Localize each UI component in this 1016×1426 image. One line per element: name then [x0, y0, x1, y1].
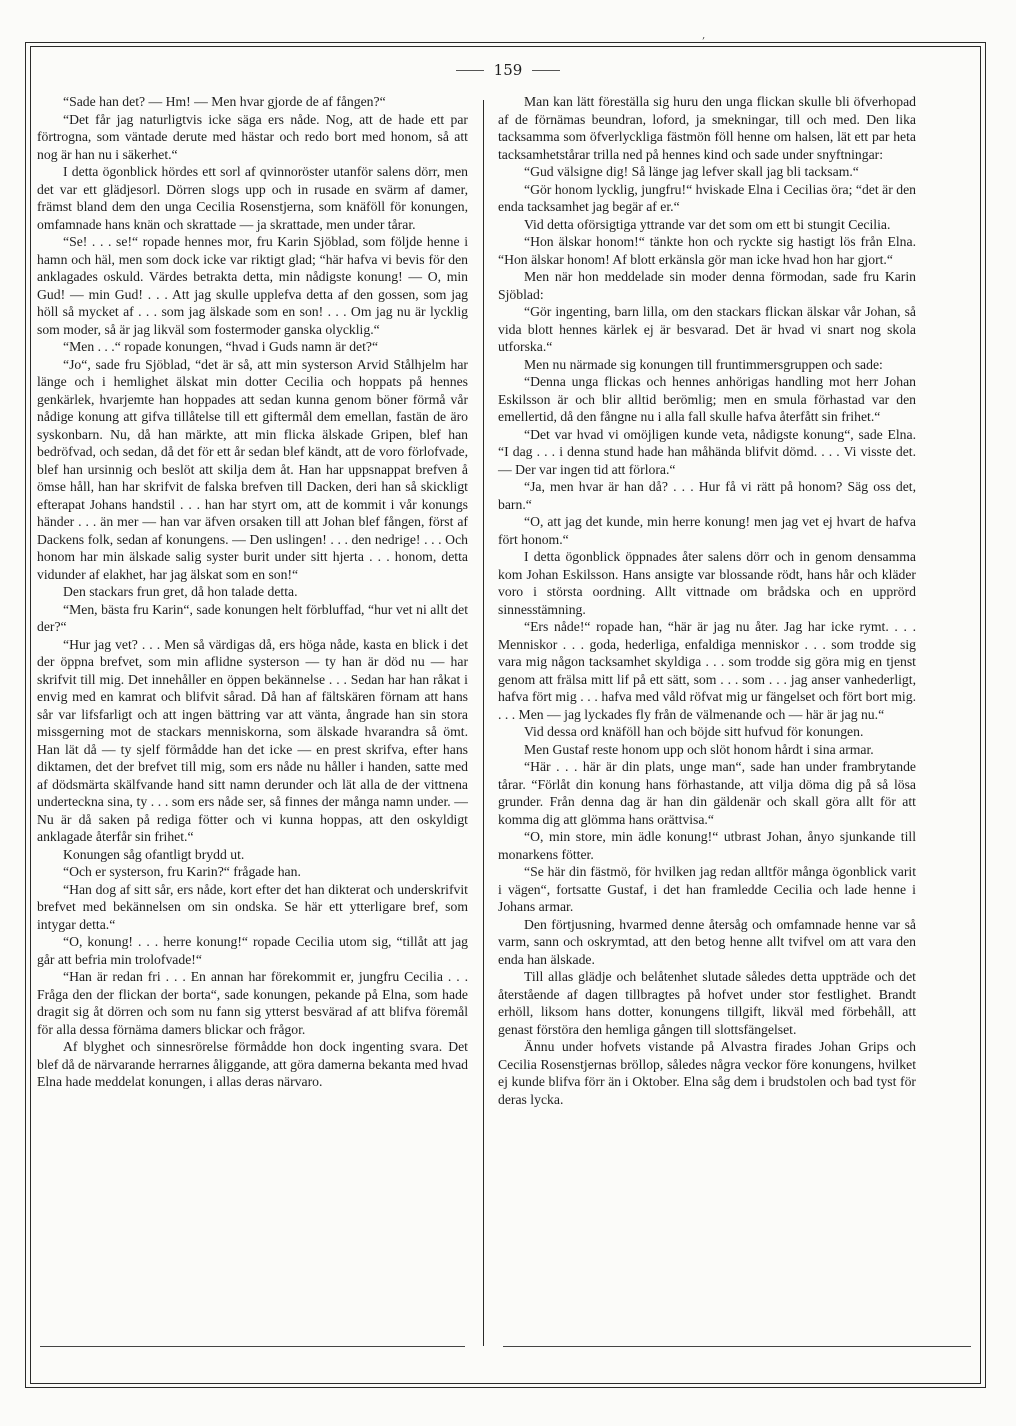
paragraph: “Han är redan fri . . . En annan har förekommit er, jungfru Cecilia . . . Fråga den der flickan der borta“, sade konungen, pekande på Elna, som hade dragit sig åt dörren och som nu fann sig ytterst besvärad af att blifva föremål för alla dessa förnäma damers blickar och frågor.: [37, 969, 468, 1037]
paragraph: “O, att jag det kunde, min herre konung! men jag vet ej hvart de hafva fört honom.“: [498, 514, 916, 547]
paragraph: “Ers nåde!“ ropade han, “här är jag nu åter. Jag har icke rymt. . . . Menniskor . . . goda, hederliga, enfaldiga menniskor . . . som trodde sig vara mig någon tacksamhet skyldiga . . . som trodde sig göra mig en tjenst genom att frälsa mitt lif på ett sätt, som . . . som . . . jag anser vanhederligt, hafva fört mig . . . hafva med våld röfvat mig ur fängelset och fört bort mig. . . . Men — jag lyckades fly från de välmenande och — här är jag nu.“: [498, 619, 916, 722]
paragraph: Till allas glädje och belåtenhet slutade således detta uppträde och det återstående af dagen tillbragtes på hofvet under stor festlighet. Brandt erhöll, liksom hans dotter, konungens tillgift, likväl med förbehåll, att genast förstöra den hemliga gången till slottsfängelset.: [498, 969, 916, 1037]
paragraph: “Det var hvad vi omöjligen kunde veta, nådigste konung“, sade Elna. “I dag . . . i denna stund hade han måhända blifvit dömd. . . . Vi visste det. — Der var ingen tid att förlora.“: [498, 426, 916, 477]
paragraph: “Han dog af sitt sår, ers nåde, kort efter det han dikterat och underskrifvit brefvet med bekännelsen om sin ondska. Se här ett ytterligare bref, som intygar detta.“: [37, 881, 468, 932]
paragraph: “O, konung! . . . herre konung!“ ropade Cecilia utom sig, “tillåt att jag går att befria min trolofvade!“: [37, 934, 468, 967]
paragraph: “Men, bästa fru Karin“, sade konungen helt förbluffad, “hur vet ni allt det der?“: [37, 601, 468, 634]
header-dash-right: [532, 70, 560, 71]
paragraph: “Ja, men hvar är han då? . . . Hur få vi rätt på honom? Säg oss det, barn.“: [498, 479, 916, 512]
paragraph: Men nu närmade sig konungen till fruntimmersgruppen och sade:: [524, 356, 883, 372]
paragraph: “Se här din fästmö, för hvilken jag redan alltför många ögonblick varit i vägen“, fortsatte Gustaf, i det han framledde Cecilia och lade henne i Johans armar.: [498, 864, 916, 914]
right-column: [498, 93, 916, 1108]
paragraph: “Gud välsigne dig! Så länge jag lefver skall jag bli tacksam.“: [524, 164, 859, 179]
paragraph: Vid detta oförsigtiga yttrande var det som om ett bi stungit Cecilia.: [524, 216, 891, 232]
page-number: 159: [493, 61, 523, 79]
paragraph: “Jo“, sade fru Sjöblad, “det är så, att min systerson Arvid Stålhjelm har länge och i hemlighet älskat min dotter Cecilia och hoppats på hennes genkärlek, hvarjemte han hoppades att sedan kunna genom böner förmå vår nådige konung att gifva tillåtelse till ett giftermål dem emellan, fastän de äro syskonbarn. Nu, då han märkte, att min flicka älskade Gripen, blef han bedröfvad, och sedan, då det för ett år sedan blef kändt, att de voro förlofvade, blef han ursinnig och beslöt att skilja dem åt. Han har uppsnappat brefven å ömse håll, han har skrifvit de falska brefven till Dacken, deri han så skickligt efterapat Johans handstil . . . han har styrt om, att de kommit i vår konungs händer . . . än mer — han var äfven orsaken till att Johan blef fången, först af Dackens folk, sedan af konungens. — Den uslingen! . . . den nedrige! . . . Och honom har min älskade salig syster burit under sitt hjerta . . . honom, detta vidunder af elakhet, har jag älskat som en son!“: [37, 356, 468, 582]
paragraph: “Gör honom lycklig, jungfru!“ hviskade Elna i Cecilias öra; “det är den enda tacksamhet jag begär af er.“: [498, 181, 916, 214]
paragraph: “Hon älskar honom!“ tänkte hon och ryckte sig hastigt lös från Elna. “Hon älskar honom! Af blott erkänsla gör man icke hvad hon har gjort.“: [498, 234, 916, 267]
paragraph: “Gör ingenting, barn lilla, om den stackars flickan älskar vår Johan, så vida blott hennes kärlek ej är besvarad. Det är hvad vi snart nog skola utforska.“: [498, 304, 916, 354]
paragraph: Man kan lätt föreställa sig huru den unga flickan skulle bli öfverhopad af de förnämas beundran, loford, ja smekningar, till och med. Den lika tacksamma som öfverlyckliga fästmön föll henne om halsen, lät ett par heta tacksamhetstårar trilla ned på hennes kind och sade under snyftningar:: [498, 94, 916, 162]
header-dash-left: [456, 70, 484, 71]
paragraph: Den stackars frun gret, då hon talade detta.: [63, 584, 298, 599]
paragraph: I detta ögonblick öppnades åter salens dörr och in genom densamma kom Johan Eskilsson. Hans ansigte var blossande rödt, hans hår och kläder voro i största oordning. Allt vittnade om brådska och en upprörd sinnesstämning.: [498, 549, 916, 617]
paragraph: Ännu under hofvets vistande på Alvastra firades Johan Grips och Cecilia Rosenstjernas bröllop, således några veckor före konungens, hvilket ej kunde blifva förr än i Oktober. Elna såg dem i brudstolen och bad tyst för deras lycka.: [498, 1039, 916, 1107]
paragraph: Men Gustaf reste honom upp och slöt honom hårdt i sina armar.: [524, 741, 874, 757]
paragraph: “Det får jag naturligtvis icke säga ers nåde. Nog, att de hade ett par förtrogna, som väntade derute med hästar och redo bort med honom, så att nog är han nu i säkerhet.“: [37, 111, 468, 162]
paragraph: Af blyghet och sinnesrörelse förmådde hon dock ingenting svara. Det blef då de närvarande herrarnes åliggande, att göra damerna bekanta med hvad Elna hade meddelat konungen, i allas deras närvaro.: [37, 1039, 468, 1089]
column-divider: [483, 100, 484, 1346]
paragraph: “O, min store, min ädle konung!“ utbrast Johan, ånyo sjunkande till monarkens fötter.: [498, 829, 916, 862]
paragraph: “Hur jag vet? . . . Men så värdigas då, ers höga nåde, kasta en blick i det der öppna brefvet, som min aflidne systerson — ty han är död nu — har skrifvit till mig. Det innehåller en öppen bekännelse . . . Sedan har han råkat i envig med en kamrat och blifvit sårad. Då han af fältskären förnam att hans sår var lifsfarligt och att ingen bättring var att vänta, ångrade han sin stora missgerning mot de stackars menniskorna, som älskade hvarandra så ömt. Han lät då — ty sjelf förmådde han det icke — en prest skrifva, efter hans diktamen, det der brefvet till mig, som ers nåde nu håller i handen, satte med af dödsmärta skälfvande hand sitt namn derunder och lät alla de der vittnena underteckna sina, ty . . . som ers nåde ser, så finnes der många namn under. — Nu är då saken på rediga fötter och vi kunna hoppas, att den oskyldigt anklagade återfår sin frihet.“: [37, 636, 468, 844]
paragraph: “Sade han det? — Hm! — Men hvar gjorde de af fången?“: [63, 94, 386, 109]
footer-rule-right: [503, 1346, 971, 1347]
left-column: [37, 93, 468, 1091]
paragraph: “Men . . .“ ropade konungen, “hvad i Guds namn är det?“: [63, 339, 379, 354]
paragraph: “Här . . . här är din plats, unge man“, sade han under frambrytande tårar. “Förlåt din konung hans förhastande, att vilja döma dig på så lösa grunder. Från denna dag är han din gäldenär och skall göra allt för att komma dig att glömma hans orättvisa.“: [498, 759, 916, 827]
page-header: [0, 60, 1016, 79]
paragraph: Den förtjusning, hvarmed denne återsåg och omfamnade henne var så varm, sann och oskrymtad, att den betog henne allt tvifvel om att vara den enda han älskade.: [498, 916, 916, 967]
corner-mark: ‚: [702, 30, 706, 41]
paragraph: “Se! . . . se!“ ropade hennes mor, fru Karin Sjöblad, som följde henne i hamn och häl, men som dock icke var riktigt glad; “här hafva vi bevis för den anklagades oskuld. Värdes betrakta detta, min nådigste konung! — O, min Gud! — min Gud! . . . Att jag skulle upplefva detta af den gossen, som jag höll så mycket af . . . som jag älskade som en son! . . . Om jag nu är lycklig som moder, så är jag likväl som fostermoder ganska olycklig.“: [37, 234, 468, 337]
paragraph: “Denna unga flickas och hennes anhörigas handling mot herr Johan Eskilsson är och blir alltid berömlig; men en smula förhastad var den emellertid, då den fångne nu i alla fall skulle hafva återfått sin frihet.“: [498, 374, 916, 424]
footer-rule-left: [40, 1346, 465, 1347]
paragraph: I detta ögonblick hördes ett sorl af qvinnoröster utanför salens dörr, men det var ett glädjesorl. Dörren slogs upp och in rusade en svärm af damer, främst bland dem den unga Cecilia Rosenstjerna, som knäföll för konungen, omfamnade hans knän och skrattade — ja skrattade, men under tårar.: [37, 164, 468, 232]
paragraph: Vid dessa ord knäföll han och böjde sitt hufvud för konungen.: [524, 724, 864, 739]
paragraph: “Och er systerson, fru Karin?“ frågade han.: [63, 864, 301, 879]
paragraph: Men när hon meddelade sin moder denna förmodan, sade fru Karin Sjöblad:: [498, 269, 916, 302]
paragraph: Konungen såg ofantligt brydd ut.: [63, 846, 245, 862]
